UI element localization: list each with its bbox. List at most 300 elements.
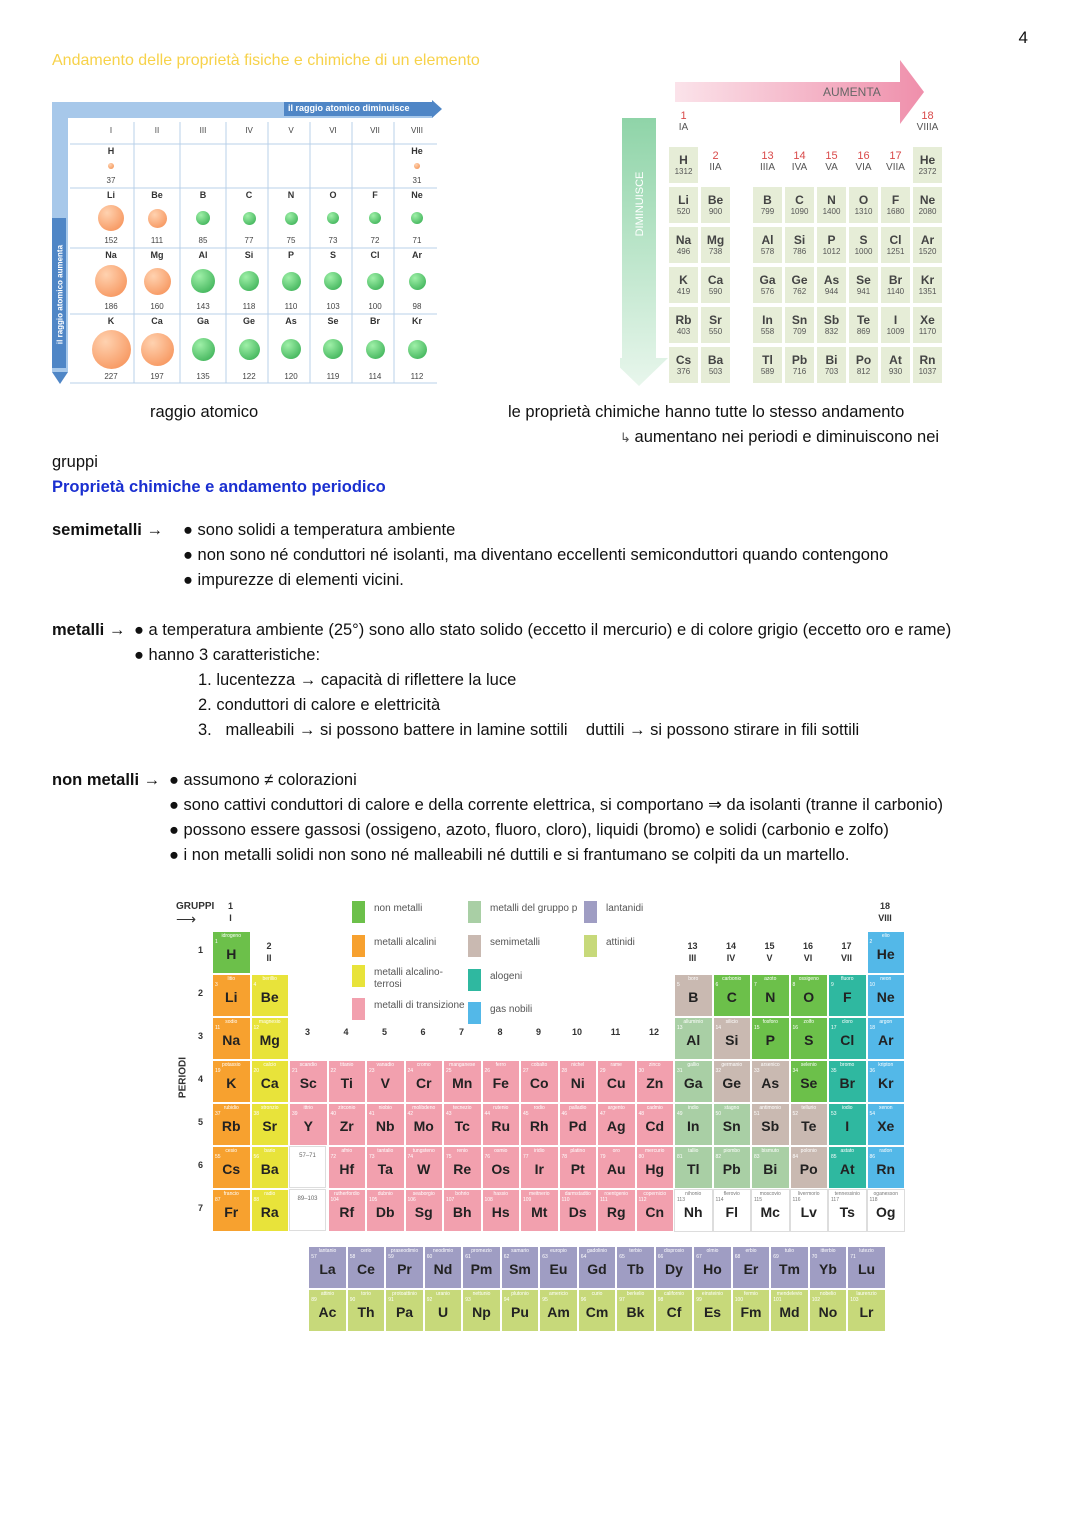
group-number: 2 xyxy=(266,941,272,951)
group-roman: III xyxy=(688,953,697,963)
legend-swatch xyxy=(468,1002,481,1024)
atomic-number: 7 xyxy=(754,982,757,988)
element-symbol: Ca xyxy=(707,273,724,287)
element-symbol: Rg xyxy=(606,1204,626,1220)
element-name: oganesson xyxy=(873,1191,898,1197)
legend-label: attinidi xyxy=(606,937,635,948)
element-name: selenio xyxy=(800,1062,817,1068)
element-symbol: Sg xyxy=(414,1204,433,1220)
element-name: europio xyxy=(550,1248,567,1254)
element-symbol: As xyxy=(823,273,840,287)
element-cell xyxy=(251,1017,290,1060)
element-name: bromo xyxy=(840,1062,855,1068)
element-name: erbio xyxy=(745,1248,757,1254)
element-symbol: Pu xyxy=(511,1304,529,1320)
element-symbol: P xyxy=(287,250,294,260)
atom-sphere xyxy=(409,273,426,290)
element-cell xyxy=(732,1246,771,1289)
atomic-number: 78 xyxy=(561,1154,568,1160)
element-cell xyxy=(636,1103,675,1146)
semimetalli-label: semimetalli → xyxy=(52,521,163,539)
element-cell xyxy=(751,1146,790,1189)
element-symbol: Ta xyxy=(377,1161,393,1177)
element-symbol: Es xyxy=(703,1304,722,1320)
atom-sphere xyxy=(281,339,301,359)
ionization-value: 1009 xyxy=(886,327,905,336)
element-cell xyxy=(443,1103,482,1146)
element-symbol: Te xyxy=(856,313,871,327)
element-symbol: Pa xyxy=(395,1304,414,1320)
element-symbol: Cl xyxy=(370,250,380,260)
element-cell xyxy=(713,1060,752,1103)
lanthanide-actinide-placeholder xyxy=(289,1146,326,1188)
element-cell xyxy=(847,1246,886,1289)
ionization-value: 1170 xyxy=(918,327,937,336)
element-name: litio xyxy=(227,976,235,982)
element-symbol: Na xyxy=(675,233,692,247)
element-symbol: Lu xyxy=(857,1261,876,1277)
atomic-radius-value: 37 xyxy=(106,176,116,185)
lanthanide-actinide-placeholder xyxy=(289,1189,326,1231)
ionization-cell xyxy=(752,346,783,384)
element-symbol: Ho xyxy=(703,1261,722,1277)
element-symbol: Al xyxy=(686,1032,701,1048)
element-symbol: Bi xyxy=(763,1161,778,1177)
atom-sphere xyxy=(414,163,420,169)
element-symbol: Y xyxy=(303,1118,313,1134)
non-metalli-label: non metalli → xyxy=(52,771,161,789)
element-cell xyxy=(385,1246,424,1289)
element-symbol: Mo xyxy=(413,1118,434,1134)
atomic-radius-value: 103 xyxy=(326,302,340,311)
group-header: I xyxy=(109,126,113,135)
atomic-number: 117 xyxy=(831,1197,839,1203)
atomic-number: 113 xyxy=(677,1197,685,1203)
element-cell xyxy=(751,1103,790,1146)
element-cell xyxy=(212,1189,251,1232)
element-name: palladio xyxy=(569,1105,587,1111)
element-symbol: Ac xyxy=(318,1304,337,1320)
ionization-value: 1351 xyxy=(918,287,937,296)
atomic-number: 71 xyxy=(850,1254,856,1260)
element-symbol: P xyxy=(765,1032,775,1048)
element-symbol: Gd xyxy=(587,1261,607,1277)
atomic-number: 52 xyxy=(792,1111,799,1117)
group-header: 1 xyxy=(680,110,687,122)
atomic-number: 118 xyxy=(869,1197,878,1203)
element-symbol: N xyxy=(765,989,776,1005)
element-symbol: At xyxy=(889,353,902,367)
element-symbol: F xyxy=(891,193,900,207)
group-header-roman: VIIIA xyxy=(916,122,939,133)
ionization-value: 799 xyxy=(760,207,775,216)
element-cell xyxy=(751,1060,790,1103)
element-symbol: Np xyxy=(472,1304,491,1320)
atomic-number: 36 xyxy=(869,1068,876,1074)
element-symbol: Sn xyxy=(722,1118,741,1134)
element-symbol: Tm xyxy=(779,1261,800,1277)
element-symbol: Pr xyxy=(397,1261,412,1277)
element-cell xyxy=(559,1103,598,1146)
semimetalli-item: ● non sono né conduttori né isolanti, ma diventano eccellenti semiconduttori quando contengono xyxy=(183,546,889,564)
atomic-number: 61 xyxy=(465,1254,471,1260)
element-symbol: Po xyxy=(855,353,872,367)
element-symbol: O xyxy=(329,190,337,200)
element-symbol: Al xyxy=(761,233,774,247)
ionization-cell xyxy=(784,346,815,384)
element-symbol: O xyxy=(858,193,869,207)
element-symbol: Mc xyxy=(760,1204,780,1220)
element-cell xyxy=(385,1289,424,1332)
element-name: potassio xyxy=(221,1062,241,1068)
element-name: curio xyxy=(591,1291,603,1297)
group-roman: I xyxy=(229,913,232,923)
element-cell xyxy=(212,931,251,974)
element-symbol: Hf xyxy=(339,1161,355,1177)
atom-sphere xyxy=(327,212,339,224)
atomic-radius-value: 100 xyxy=(368,302,382,311)
atomic-number: 69 xyxy=(773,1254,779,1260)
element-symbol: Sc xyxy=(299,1075,317,1091)
atomic-number: 95 xyxy=(542,1297,548,1303)
element-name: astato xyxy=(840,1148,855,1154)
element-name: flerovio xyxy=(723,1191,740,1197)
element-symbol: Br xyxy=(839,1075,856,1091)
metalli-item: 1. lucentezza → capacità di riflettere la luce xyxy=(198,671,517,689)
element-symbol: Dy xyxy=(665,1261,683,1277)
legend-label: gas nobili xyxy=(490,1004,533,1015)
atom-sphere xyxy=(324,272,342,290)
group-header-roman: VIIA xyxy=(886,162,905,173)
element-name: polonio xyxy=(800,1148,817,1154)
legend-label: metalli alcalini xyxy=(374,937,437,948)
atomic-number: 106 xyxy=(407,1197,416,1203)
group-number: 16 xyxy=(802,941,813,951)
element-cell xyxy=(597,1103,636,1146)
element-cell xyxy=(597,1060,636,1103)
element-name: cloro xyxy=(841,1019,853,1025)
element-symbol: K xyxy=(226,1075,237,1091)
atomic-radius-value: 227 xyxy=(104,372,118,381)
element-name: plutonio xyxy=(511,1291,529,1297)
element-symbol: Rb xyxy=(221,1118,241,1134)
element-symbol: Bk xyxy=(626,1304,645,1320)
ionization-cell xyxy=(816,226,847,264)
ionization-energy-figure xyxy=(620,58,960,388)
group-header: 16 xyxy=(857,150,870,162)
group-header: V xyxy=(288,126,294,135)
atom-sphere xyxy=(108,163,114,169)
ionization-cell xyxy=(752,226,783,264)
element-name: promezio xyxy=(471,1248,492,1254)
atomic-number: 33 xyxy=(754,1068,760,1074)
ionization-value: 520 xyxy=(676,207,691,216)
ionization-value: 709 xyxy=(792,327,807,336)
ionization-cell xyxy=(912,346,943,384)
element-symbol: Cu xyxy=(606,1075,626,1091)
element-symbol: Hs xyxy=(491,1204,510,1220)
ionization-value: 1090 xyxy=(790,207,809,216)
element-symbol: Kr xyxy=(920,273,935,287)
atomic-number: 97 xyxy=(619,1297,625,1303)
element-symbol: Ds xyxy=(568,1204,587,1220)
element-symbol: Cn xyxy=(645,1204,665,1220)
ionization-value: 1520 xyxy=(918,247,937,256)
element-symbol: F xyxy=(842,989,852,1005)
ionization-value: 1680 xyxy=(886,207,905,216)
element-cell xyxy=(597,1146,636,1189)
element-symbol: C xyxy=(245,190,253,200)
element-cell xyxy=(790,1189,829,1232)
element-name: neodimio xyxy=(432,1248,454,1254)
atomic-number: 101 xyxy=(773,1297,782,1303)
element-symbol: Sr xyxy=(262,1118,278,1134)
element-symbol: Sm xyxy=(509,1261,531,1277)
element-cell xyxy=(559,1060,598,1103)
atomic-number: 30 xyxy=(638,1068,645,1074)
atomic-number: 28 xyxy=(561,1068,568,1074)
element-name: tellurio xyxy=(801,1105,817,1111)
atomic-number: 10 xyxy=(869,982,876,988)
element-symbol: No xyxy=(818,1304,838,1320)
element-symbol: Xe xyxy=(920,313,935,327)
legend-swatch xyxy=(468,935,481,957)
atom-sphere xyxy=(282,272,301,291)
element-symbol: Ga xyxy=(683,1075,703,1091)
element-cell xyxy=(732,1289,771,1332)
atom-sphere xyxy=(192,338,215,361)
ionization-cell xyxy=(848,266,879,304)
element-cell xyxy=(443,1189,482,1232)
ionization-value: 2080 xyxy=(918,207,937,216)
element-cell xyxy=(482,1060,521,1103)
element-symbol: In xyxy=(762,313,773,327)
ionization-cell xyxy=(912,266,943,304)
atom-sphere xyxy=(243,212,256,225)
element-symbol: Mt xyxy=(531,1204,548,1220)
element-symbol: Rb xyxy=(675,313,692,327)
group-number: 3 xyxy=(304,1027,310,1037)
atomic-number: 107 xyxy=(446,1197,455,1203)
element-cell xyxy=(366,1103,405,1146)
element-name: attinio xyxy=(320,1291,335,1297)
element-symbol: Md xyxy=(779,1304,800,1320)
ion-caption-1: le proprietà chimiche hanno tutte lo stesso andamento xyxy=(508,403,905,421)
atomic-number: 79 xyxy=(600,1154,606,1160)
atomic-number: 73 xyxy=(369,1154,375,1160)
element-symbol: I xyxy=(845,1118,850,1134)
atom-sphere xyxy=(98,205,124,231)
atomic-radius-value: 120 xyxy=(284,372,298,381)
element-name: cadmio xyxy=(646,1105,663,1111)
element-name: ossigeno xyxy=(798,976,819,982)
element-symbol: Kr xyxy=(877,1075,894,1091)
ion-caption-2: ↳ aumentano nei periodi e diminuiscono nei xyxy=(620,428,940,446)
element-cell xyxy=(674,1146,713,1189)
element-symbol: W xyxy=(417,1161,431,1177)
element-name: antimonio xyxy=(759,1105,782,1111)
element-cell xyxy=(790,1103,829,1146)
element-name: radon xyxy=(879,1148,893,1154)
atomic-number: 24 xyxy=(407,1068,414,1074)
element-cell xyxy=(597,1189,636,1232)
atomic-number: 51 xyxy=(754,1111,760,1117)
element-name: platino xyxy=(570,1148,586,1154)
element-symbol: Tl xyxy=(762,353,773,367)
ionization-value: 900 xyxy=(708,207,723,216)
atomic-number: 82 xyxy=(715,1154,722,1160)
element-symbol: Si xyxy=(244,250,254,260)
element-cell xyxy=(212,1017,251,1060)
element-cell xyxy=(809,1289,848,1332)
atomic-number: 23 xyxy=(369,1068,375,1074)
group-number: 1 xyxy=(227,901,233,911)
element-name: torio xyxy=(361,1291,371,1297)
element-symbol: B xyxy=(688,989,699,1005)
atomic-number: 110 xyxy=(561,1197,570,1203)
element-cell xyxy=(347,1289,386,1332)
non-metalli-item: ● assumono ≠ colorazioni xyxy=(169,771,357,789)
group-roman: IV xyxy=(726,953,736,963)
atomic-number: 83 xyxy=(754,1154,760,1160)
atomic-number: 20 xyxy=(253,1068,260,1074)
atom-sphere xyxy=(148,209,167,228)
element-symbol: Se xyxy=(856,273,871,287)
atomic-radius-value: 152 xyxy=(104,236,118,245)
metalli-label: metalli → xyxy=(52,621,126,639)
element-symbol: Ar xyxy=(877,1032,894,1048)
element-cell xyxy=(462,1246,501,1289)
element-name: einsteinio xyxy=(701,1291,724,1297)
element-cell xyxy=(867,1189,906,1232)
atomic-number: 40 xyxy=(330,1111,337,1117)
atomic-number: 109 xyxy=(523,1197,532,1203)
element-name: magnesio xyxy=(258,1019,281,1025)
element-cell xyxy=(828,1017,867,1060)
atomic-number: 77 xyxy=(523,1154,529,1160)
element-cell xyxy=(328,1060,367,1103)
atomic-number: 11 xyxy=(215,1025,221,1031)
atomic-radius-value: 186 xyxy=(104,302,118,311)
group-number: 13 xyxy=(687,941,698,951)
group-number: 14 xyxy=(725,941,736,951)
group-header: VII xyxy=(370,126,380,135)
element-name: seaborgio xyxy=(412,1191,435,1197)
legend-label: lantanidi xyxy=(606,903,644,914)
atomic-radius-value: 143 xyxy=(196,302,210,311)
element-symbol: Li xyxy=(107,190,115,200)
element-symbol: Cm xyxy=(585,1304,609,1320)
element-name: argento xyxy=(607,1105,625,1111)
element-symbol: Ar xyxy=(411,250,422,260)
legend-label: metalli di transizione xyxy=(374,1000,465,1011)
atom-sphere xyxy=(408,340,427,359)
element-name: bohrio xyxy=(455,1191,470,1197)
element-cell xyxy=(559,1146,598,1189)
ionization-value: 786 xyxy=(792,247,807,256)
group-number: 9 xyxy=(535,1027,541,1037)
element-symbol: Ge xyxy=(791,273,808,287)
ionization-value: 1000 xyxy=(854,247,873,256)
atomic-number: 49 xyxy=(677,1111,683,1117)
atomic-radius-value: 112 xyxy=(410,372,424,381)
group-header: 13 xyxy=(761,150,774,162)
element-cell xyxy=(770,1246,809,1289)
ionization-cell xyxy=(668,226,699,264)
element-cell xyxy=(790,1060,829,1103)
element-symbol: Ar xyxy=(920,233,935,247)
element-symbol: H xyxy=(226,946,237,962)
atomic-number: 50 xyxy=(715,1111,722,1117)
legend-swatch xyxy=(352,901,365,923)
element-cell xyxy=(693,1289,732,1332)
atomic-number: 13 xyxy=(677,1025,683,1031)
element-symbol: Sr xyxy=(709,313,722,327)
element-symbol: Mg xyxy=(706,233,725,247)
element-symbol: Bi xyxy=(825,353,838,367)
element-symbol: Nh xyxy=(683,1204,703,1220)
element-name: niobio xyxy=(378,1105,392,1111)
atomic-radius-value: 77 xyxy=(244,236,254,245)
element-symbol: Cs xyxy=(222,1161,241,1177)
element-cell xyxy=(443,1146,482,1189)
radius-top-label: il raggio atomico diminuisce xyxy=(288,103,410,113)
element-name: titanio xyxy=(340,1062,354,1068)
atomic-radius-value: 75 xyxy=(286,236,296,245)
element-name: hassio xyxy=(493,1191,508,1197)
atomic-number: 58 xyxy=(349,1254,356,1260)
element-symbol: Ni xyxy=(570,1075,585,1091)
element-cell xyxy=(828,974,867,1017)
atomic-number: 93 xyxy=(465,1297,471,1303)
ionization-value: 589 xyxy=(760,367,775,376)
element-symbol: Er xyxy=(743,1261,759,1277)
element-name: iodio xyxy=(841,1105,853,1111)
element-name: americio xyxy=(549,1291,568,1297)
element-symbol: Rh xyxy=(529,1118,549,1134)
group-header: 15 xyxy=(825,150,838,162)
ionization-value: 1251 xyxy=(886,247,905,256)
element-symbol: Cs xyxy=(675,353,692,367)
element-name: praseodimio xyxy=(390,1248,419,1254)
element-cell xyxy=(405,1060,444,1103)
ionization-value: 1312 xyxy=(674,167,693,176)
ionization-cell xyxy=(848,346,879,384)
atomic-number: 48 xyxy=(638,1111,645,1117)
legend-label: alogeni xyxy=(490,971,523,982)
group-number: 11 xyxy=(610,1027,621,1037)
element-cell xyxy=(713,1146,752,1189)
element-symbol: He xyxy=(919,153,936,167)
ionization-value: 503 xyxy=(708,367,723,376)
ionization-value: 1310 xyxy=(854,207,873,216)
element-cell xyxy=(347,1246,386,1289)
atomic-number: 45 xyxy=(523,1111,529,1117)
element-name: meitnerio xyxy=(528,1191,550,1197)
element-name: olmio xyxy=(706,1248,719,1254)
element-name: tecnezio xyxy=(452,1105,472,1111)
element-name: itterbio xyxy=(820,1248,836,1254)
element-symbol: As xyxy=(761,1075,780,1091)
element-cell xyxy=(636,1060,675,1103)
element-symbol: Be xyxy=(151,190,163,200)
element-cell xyxy=(289,1060,328,1103)
atomic-number: 27 xyxy=(523,1068,529,1074)
element-symbol: Na xyxy=(105,250,117,260)
element-cell xyxy=(674,1017,713,1060)
atomic-number: 38 xyxy=(253,1111,260,1117)
element-name: uranio xyxy=(436,1291,450,1297)
